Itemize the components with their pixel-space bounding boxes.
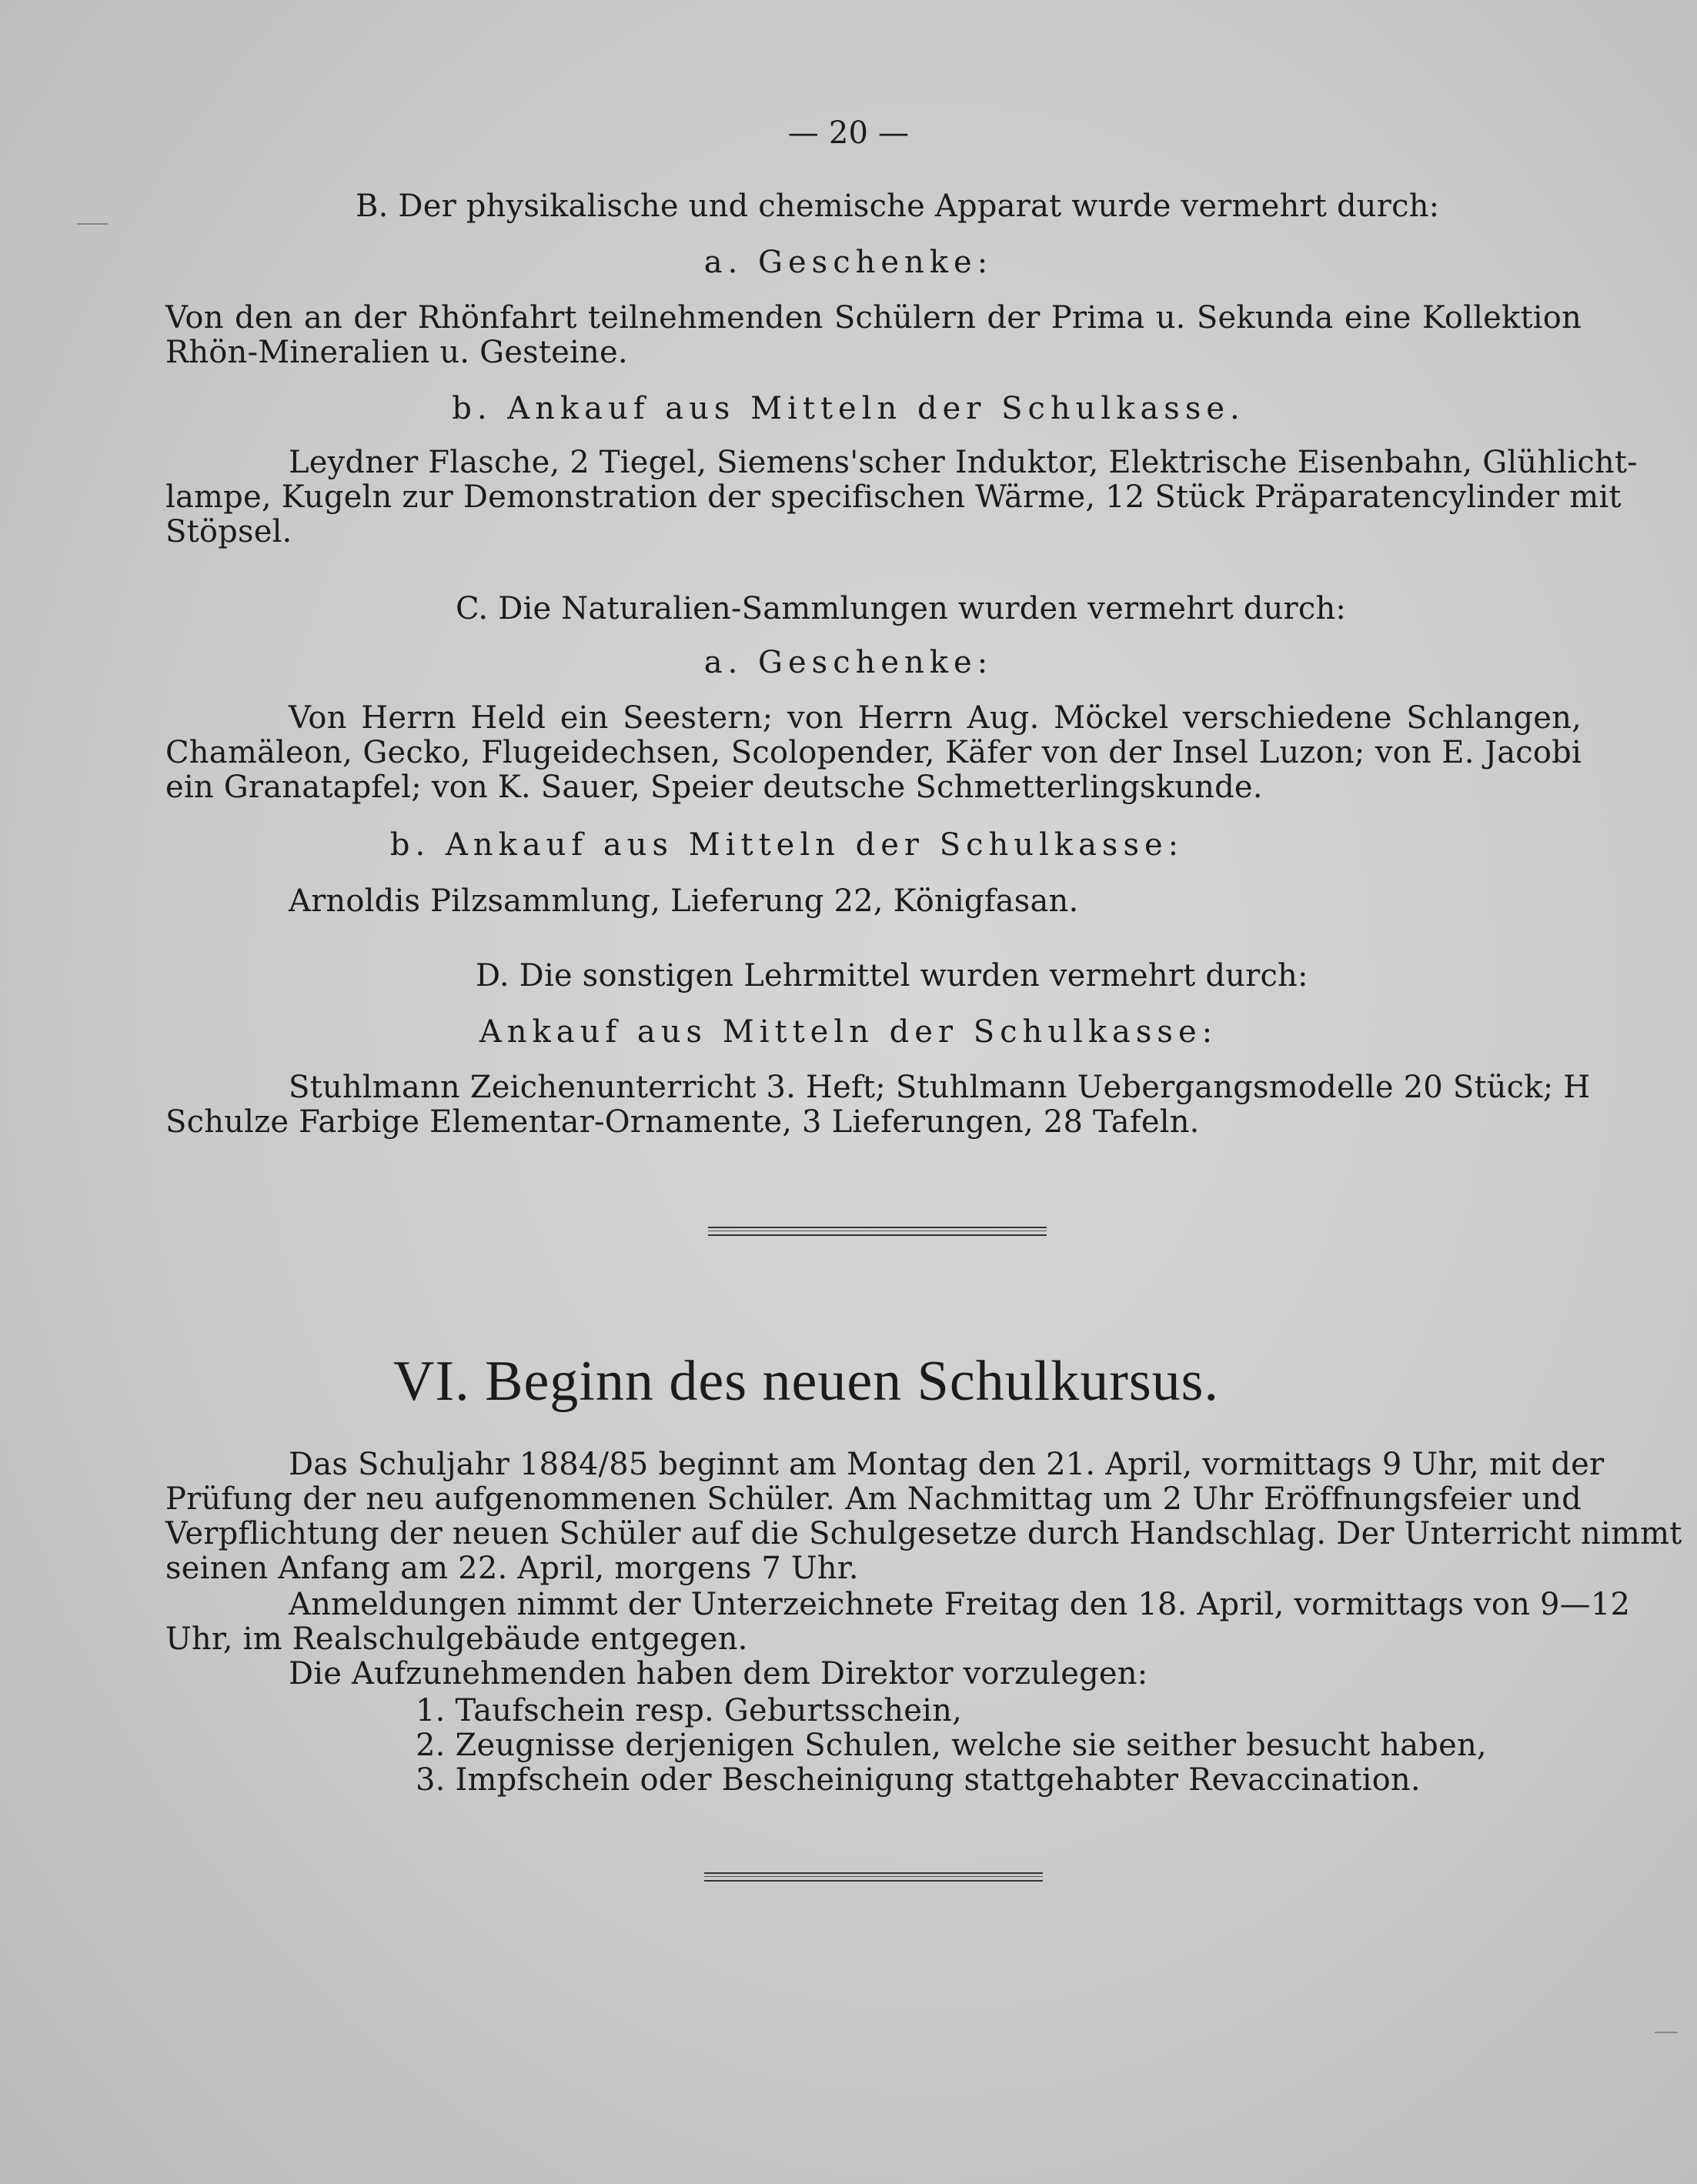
section-c-a-line: ein Granatapfel; von K. Sauer, Speier deutsche Schmetterlingskunde. (165, 770, 1263, 805)
section-vi-p1-line: Prüfung der neu aufgenommenen Schüler. Am Nachmittag um 2 Uhr Eröffnungsfeier und (165, 1481, 1582, 1517)
section-divider (704, 1872, 1043, 1882)
section-c-heading: C. Die Naturalien-Sammlungen wurden vermehrt durch: (456, 591, 1347, 626)
section-vi-p1-line: seinen Anfang am 22. April, morgens 7 Uhr. (165, 1551, 859, 1586)
section-vi-p2-line: Uhr, im Realschulgebäude entgegen. (165, 1621, 748, 1657)
requirement-item: 1. Taufschein resp. Geburtsschein, (416, 1693, 963, 1728)
scan-mark (77, 223, 108, 225)
section-b-b-line: Leydner Flasche, 2 Tiegel, Siemens'scher Induktor, Elektrische Eisenbahn, Glühlicht- (289, 445, 1638, 480)
section-d-line: Stuhlmann Zeichenunterricht 3. Heft; Stuhlmann Uebergangsmodelle 20 Stück; H (289, 1070, 1591, 1105)
section-b-b-line: lampe, Kugeln zur Demonstration der specifischen Wärme, 12 Stück Präparatencylinder mit (165, 479, 1622, 515)
section-c-a-line: Von Herrn Held ein Seestern; von Herrn Aug. Möckel verschiedene Schlangen, (289, 700, 1582, 736)
section-b-sub-b: b. Ankauf aus Mitteln der Schulkasse. (452, 391, 1245, 426)
section-d-heading: D. Die sonstigen Lehrmittel wurden vermehrt durch: (476, 958, 1308, 993)
requirement-item: 2. Zeugnisse derjenigen Schulen, welche sie seither besucht haben, (416, 1728, 1487, 1763)
section-b-b-line: Stöpsel. (165, 514, 292, 549)
section-vi-p3-intro: Die Aufzunehmenden haben dem Direktor vorzulegen: (289, 1656, 1148, 1691)
section-vi-p2-line: Anmeldungen nimmt der Unterzeichnete Freitag den 18. April, vormittags von 9—12 (289, 1587, 1631, 1622)
section-vi-p1-line: Verpflichtung der neuen Schüler auf die Schulgesetze durch Handschlag. Der Unterricht nimmt (165, 1516, 1682, 1551)
section-divider (708, 1227, 1047, 1236)
section-c-a-line: Chamäleon, Gecko, Flugeidechsen, Scolopender, Käfer von der Insel Luzon; von E. Jacobi (165, 735, 1582, 770)
section-c-b-line: Arnoldis Pilzsammlung, Lieferung 22, Königfasan. (289, 883, 1079, 919)
section-c-sub-b: b. Ankauf aus Mitteln der Schulkasse: (389, 827, 1184, 863)
section-b-a-line: Von den an der Rhönfahrt teilnehmenden Schülern der Prima u. Sekunda eine Kollektion (165, 300, 1582, 336)
section-d-sub: Ankauf aus Mitteln der Schulkasse: (479, 1014, 1218, 1050)
section-c-sub-a: a. Geschenke: (703, 645, 994, 680)
requirement-item: 3. Impfschein oder Bescheinigung stattgehabter Revaccination. (416, 1762, 1421, 1798)
section-d-line: Schulze Farbige Elementar-Ornamente, 3 Lieferungen, 28 Tafeln. (165, 1104, 1200, 1140)
section-b-a-line: Rhön-Mineralien u. Gesteine. (165, 335, 628, 370)
section-b-sub-a: a. Geschenke: (703, 245, 994, 280)
page-number: — 20 — (787, 115, 910, 151)
scan-mark (1655, 2032, 1678, 2033)
section-vi-title: VI. Beginn des neuen Schulkursus. (393, 1350, 1219, 1413)
section-vi-p1-line: Das Schuljahr 1884/85 beginnt am Montag den 21. April, vormittags 9 Uhr, mit der (289, 1447, 1605, 1482)
section-b-heading: B. Der physikalische und chemische Apparat wurde vermehrt durch: (356, 189, 1440, 224)
